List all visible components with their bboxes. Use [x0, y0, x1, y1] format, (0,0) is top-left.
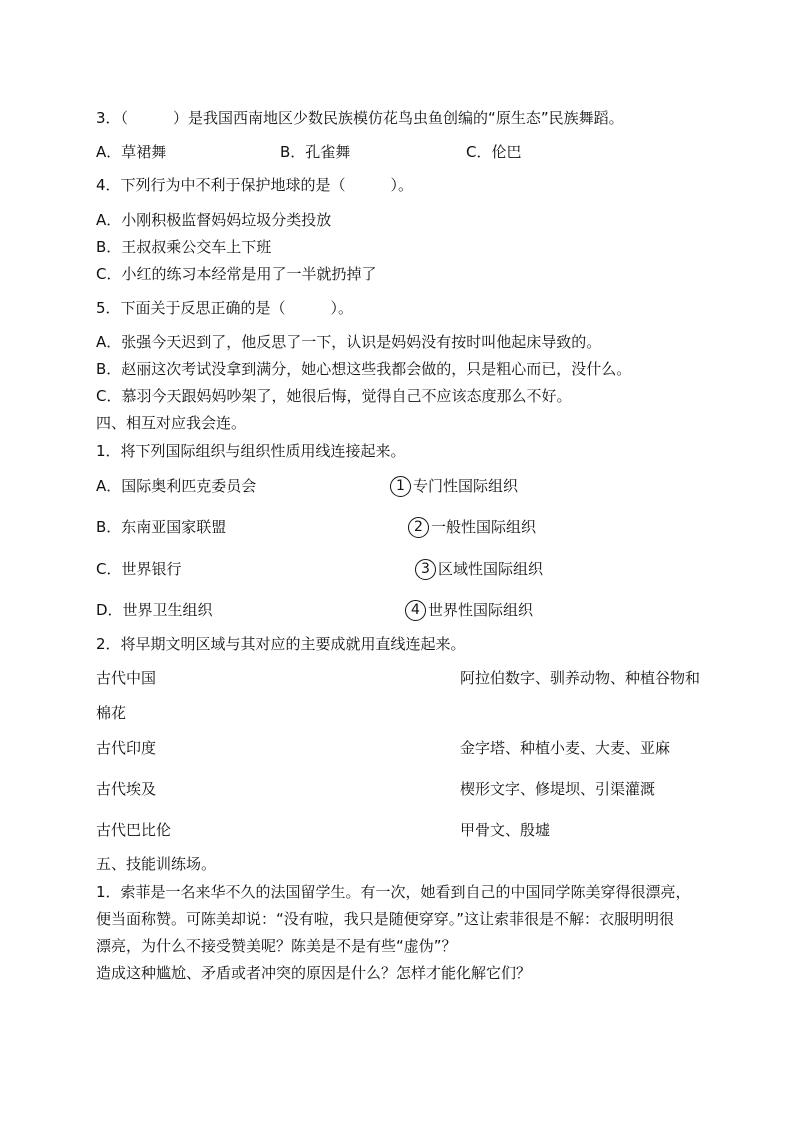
civ-right-2: 金字塔、种植小麦、大麦、亚麻 [460, 739, 671, 757]
org-right-label-2: 一般性国际组织 [431, 518, 537, 536]
org-right-1 [390, 476, 518, 497]
q4-option-a: A．小刚积极监督妈妈垃圾分类投放 [96, 211, 332, 229]
org-left-d: D．世界卫生组织 [96, 601, 213, 619]
section5-paragraph-line-1: 1．索菲是一名来华不久的法国留学生。有一次，她看到自己的中国同学陈美穿得很漂亮， [96, 883, 691, 901]
q3-option-b: B．孔雀舞 [280, 143, 351, 161]
section4-q2-stem: 2．将早期文明区域与其对应的主要成就用直线连起来。 [96, 635, 466, 653]
q5-option-c: C．慕羽今天跟妈妈吵架了，她很后悔，觉得自己不应该态度那么不好。 [96, 387, 572, 405]
circled-number-3: 3 [415, 559, 436, 580]
q3-option-c: C．伦巴 [466, 143, 522, 161]
civ-right-4: 甲骨文、殷墟 [460, 821, 551, 839]
civ-right-3: 楔形文字、修堤坝、引渠灌溉 [460, 780, 656, 798]
circled-number-2: 2 [408, 517, 429, 538]
section5-title: 五、技能训练场。 [96, 855, 217, 873]
civ-left-4: 古代巴比伦 [96, 821, 172, 839]
section5-paragraph-line-2: 便当面称赞。可陈美却说：“没有啦，我只是随便穿穿。”这让索菲很是不解：衣服明明很 [96, 910, 675, 928]
section4-title: 四、相互对应我会连。 [96, 414, 247, 432]
org-right-label-1: 专门性国际组织 [413, 477, 519, 495]
q3-stem: 3．（ ）是我国西南地区少数民族模仿花鸟虫鱼创编的“原生态”民族舞蹈。 [96, 109, 624, 127]
section4-q1-stem: 1．将下列国际组织与组织性质用线连接起来。 [96, 442, 406, 460]
circled-number-1: 1 [390, 476, 411, 497]
org-left-b: B．东南亚国家联盟 [96, 518, 227, 536]
circled-number-4: 4 [405, 600, 426, 621]
org-right-label-3: 区域性国际组织 [438, 560, 544, 578]
section5-paragraph-line-4: 造成这种尴尬、矛盾或者冲突的原因是什么？怎样才能化解它们？ [96, 964, 532, 982]
org-right-3 [415, 559, 543, 580]
q5-stem: 5．下面关于反思正确的是（ ）。 [96, 299, 354, 317]
civ-left-1: 古代中国 [96, 669, 157, 687]
org-right-2 [408, 517, 536, 538]
q4-stem: 4．下列行为中不利于保护地球的是（ ）。 [96, 176, 414, 194]
q5-option-a: A．张强今天迟到了，他反思了一下，认识是妈妈没有按时叫他起床导致的。 [96, 333, 602, 351]
q5-option-b: B．赵丽这次考试没拿到满分，她心想这些我都会做的，只是粗心而已，没什么。 [96, 360, 632, 378]
civ-right-1: 阿拉伯数字、驯养动物、种植谷物和 [460, 669, 701, 687]
q3-option-a: A．草裙舞 [96, 143, 167, 161]
org-right-label-4: 世界性国际组织 [428, 601, 534, 619]
q4-option-b: B．王叔叔乘公交车上下班 [96, 238, 272, 256]
civ-right-1-continuation: 棉花 [96, 704, 127, 722]
org-left-a: A．国际奥利匹克委员会 [96, 477, 257, 495]
civ-left-3: 古代埃及 [96, 780, 157, 798]
civ-left-2: 古代印度 [96, 739, 157, 757]
org-right-4 [405, 600, 533, 621]
section5-paragraph-line-3: 漂亮，为什么不接受赞美呢？陈美是不是有些“虚伪”？ [96, 937, 457, 955]
q4-option-c: C．小红的练习本经常是用了一半就扔掉了 [96, 265, 377, 283]
org-left-c: C．世界银行 [96, 560, 182, 578]
